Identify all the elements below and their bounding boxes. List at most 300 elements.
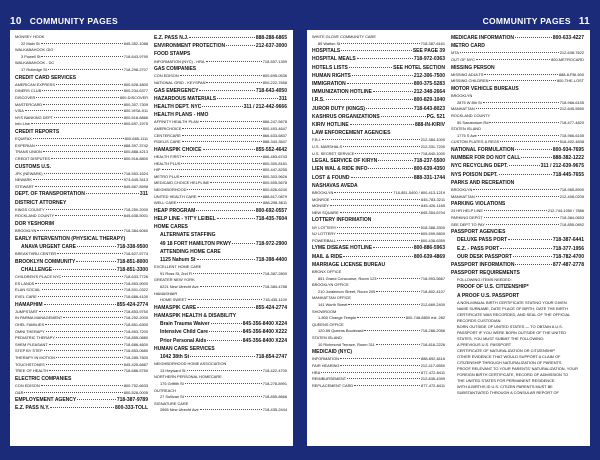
entry-label: HOME CARES <box>154 224 188 231</box>
directory-entry <box>154 161 287 168</box>
dot-leader <box>509 165 540 166</box>
entry-label: 3 Powell St <box>21 53 41 59</box>
dot-leader <box>56 357 123 358</box>
entry-phone: 718-477-4820 <box>559 119 584 125</box>
entry-label: WITH A BIRTHS ID U.S. CITIZEN PARENTS MUST BE <box>457 383 553 389</box>
entry-label: MISSING ADULTS <box>451 71 484 77</box>
entry-label: JFK (NEWARK) <box>15 170 43 176</box>
dot-leader <box>460 52 559 53</box>
entry-phone: 973-645-3413 <box>123 177 148 183</box>
entry-label: BROOKLYN OFFICE <box>312 282 349 288</box>
entry-label: 120-55 Queens Boulevard <box>318 328 364 334</box>
entry-label: 175 Griffith St <box>160 380 184 386</box>
directory-entry <box>15 82 148 89</box>
entry-phone: 212-348-2664 <box>413 89 445 96</box>
directory-text <box>451 390 584 396</box>
directory-entry <box>312 225 445 232</box>
entry-label: CREDIT REPORTS <box>15 128 60 135</box>
directory-heading <box>154 320 287 328</box>
directory-heading <box>15 266 148 274</box>
directory-entry <box>154 264 287 271</box>
directory-entry <box>154 80 287 87</box>
directory-entry <box>154 271 287 278</box>
dot-leader <box>185 396 262 397</box>
entry-label: 1125 Nahum St <box>160 256 196 263</box>
directory-entry <box>154 297 287 304</box>
entry-phone: 800-307-7309 <box>123 101 148 107</box>
entry-label: SUBSTANTIATED THROUGH A CONSULAR REPORT OF <box>457 389 559 395</box>
entry-label: WALKABAHOOK - DC <box>15 60 55 66</box>
directory-entry <box>451 72 584 79</box>
directory-heading <box>451 269 584 277</box>
dot-leader <box>77 246 116 247</box>
entry-phone: 718-384-4788 <box>262 283 287 289</box>
directory-entry <box>15 362 148 369</box>
dot-leader <box>377 278 419 279</box>
dot-leader <box>43 104 123 105</box>
entry-phone: 518-388-3300 <box>420 224 445 230</box>
directory-heading <box>154 240 287 248</box>
directory-entry <box>154 119 287 126</box>
dot-leader <box>193 273 262 274</box>
entry-phone: 718-853-9750 <box>123 308 148 314</box>
entry-label: PASSPORT INFORMATION <box>451 261 515 268</box>
entry-phone: 845-425-6887 <box>123 361 148 367</box>
entry-label: MANHATTAN OFFICE <box>312 295 351 301</box>
entry-label: OUTREACH <box>154 387 176 393</box>
entry-phone: 718-387-6161 <box>420 40 445 46</box>
dot-leader <box>57 253 123 254</box>
directory-entry <box>451 78 584 85</box>
dot-leader <box>43 151 123 152</box>
directory-heading <box>15 235 148 243</box>
left-page-number: 10 <box>10 16 22 27</box>
dot-leader <box>162 169 262 170</box>
dot-leader <box>476 59 550 60</box>
entry-label: HIP <box>154 167 161 173</box>
entry-phone: 718-643-8023 <box>413 105 445 112</box>
directory-heading <box>15 375 148 383</box>
entry-label: WALKABAHOOK GIO <box>15 47 54 53</box>
directory-heading <box>451 253 584 261</box>
entry-label: OHEL FAMILIES <box>15 322 45 328</box>
entry-phone: 800-639-4869 <box>413 253 445 260</box>
directory-entry <box>154 388 287 395</box>
left-page-title: COMMUNITY PAGES <box>29 16 118 26</box>
dot-leader <box>341 50 412 51</box>
directory-entry <box>15 342 148 349</box>
dot-leader <box>521 157 551 158</box>
directory-entry <box>154 154 287 161</box>
entry-phone: 888-692-6116 <box>421 356 445 362</box>
entry-phone: PG. 521 <box>426 113 445 120</box>
dot-leader <box>376 291 419 292</box>
directory-entry <box>154 394 287 401</box>
entry-label: OTHER EVIDENCE THAT WOULD SUPPORT A CLAIM OF <box>457 353 561 359</box>
entry-phone: 718-237-5500 <box>413 158 445 165</box>
entry-phone: 212-637-3000 <box>255 43 287 50</box>
entry-label: DISCOVER <box>15 94 36 100</box>
directory-entry <box>15 60 148 67</box>
entry-label: THE UNITED STATES FOR PERMANENT RESIDENCE. <box>457 377 556 383</box>
entry-phone: 800-639-4350 <box>413 166 445 173</box>
entry-label: LOTTERY INFORMATION <box>312 217 372 224</box>
dot-leader <box>476 196 559 197</box>
entry-phone: 845-426-1165 <box>421 203 445 209</box>
entry-phone: 311 <box>139 191 148 198</box>
entry-label: DOR YESHORIM <box>15 221 55 228</box>
entry-phone: 800-685-1111 <box>124 136 148 142</box>
directory-heading <box>15 190 148 198</box>
entry-label: PASSPORT REQUIREMENTS <box>451 270 520 277</box>
dot-leader <box>203 149 255 150</box>
entry-label: EMPLOYEMENT AGENCY <box>15 397 77 404</box>
entry-label: CHILDREN'S PLACE NYC <box>15 274 62 280</box>
entry-label: THERAPY IN MOTION <box>15 355 55 361</box>
directory-entry <box>15 67 148 74</box>
directory-entry <box>312 363 445 370</box>
entry-phone: 718-435-1100 <box>263 297 287 303</box>
entry-label: 17 Rutledge St <box>21 66 47 72</box>
entry-label: NATIONAL GRID - KEYSPAN <box>154 80 206 85</box>
dot-leader <box>42 90 123 91</box>
entry-phone: 845-783-3211 <box>421 196 445 202</box>
entry-phone: 718-686-4100 <box>123 294 148 300</box>
dot-leader <box>330 205 420 206</box>
directory-heading <box>15 243 148 251</box>
entry-label: INFORMATION <box>312 356 339 362</box>
dot-leader <box>35 283 123 284</box>
dot-leader <box>499 174 552 175</box>
entry-phone: 718-377-1956 <box>552 245 584 252</box>
dot-leader <box>354 385 420 386</box>
entry-label: GREATER NEW YORK <box>154 277 195 283</box>
entry-label: ALTERNATE STAFFING <box>160 232 216 239</box>
dot-leader <box>38 296 123 297</box>
entry-label: LOST & FOUND <box>312 174 350 181</box>
directory-entry <box>154 194 287 201</box>
entry-label: BRONX OFFICE <box>312 268 342 274</box>
directory-entry <box>451 208 584 215</box>
entry-label: RECORDS CUSTODIAN. <box>457 317 502 323</box>
directory-heading <box>312 216 445 224</box>
entry-label: NJ LOTTERY <box>312 231 336 237</box>
entry-phone: 800-505-5678 <box>262 180 287 186</box>
entry-phone: 212-835-4399 <box>420 376 445 382</box>
directory-heading <box>154 34 287 42</box>
dot-leader <box>343 256 412 257</box>
entry-label: O&R <box>15 389 24 395</box>
entry-phone: 212-331-7200 <box>420 144 445 150</box>
directory-column-3 <box>312 34 445 442</box>
entry-label: STATEN ISLAND <box>312 334 342 340</box>
entry-phone: 718-853-7200 <box>123 328 148 334</box>
entry-label: DELUXE PASS PORT <box>457 237 508 244</box>
entry-phone: 888-397-3742 <box>123 142 148 148</box>
entry-label: 49 18 FORT HAMILTON PKWY <box>160 240 232 247</box>
entry-label: U.S. SECRET SERVICE <box>312 150 355 156</box>
directory-entry <box>154 133 287 140</box>
directory-heading <box>154 328 287 336</box>
entry-label: OMNI THERAPY <box>15 328 45 334</box>
entry-phone: 718-686-5750 <box>123 368 148 374</box>
directory-heading <box>154 42 287 50</box>
directory-heading <box>451 162 584 170</box>
directory-entry <box>451 215 584 222</box>
entry-phone: 718-853-0680 <box>123 348 148 354</box>
entry-label: HEALTH PLANS - HMO <box>154 112 209 119</box>
directory-entry <box>15 322 148 329</box>
directory-heading <box>312 113 445 121</box>
dot-leader <box>200 121 262 122</box>
dot-leader <box>177 202 262 203</box>
entry-label: BREAKTHRU CENTER <box>15 251 57 257</box>
directory-entry <box>15 355 148 362</box>
directory-entry <box>15 335 148 342</box>
directory-entry <box>451 100 584 107</box>
entry-phone: 718-398-4400 <box>255 256 287 263</box>
dot-leader <box>49 344 123 345</box>
entry-phone: 800-METROCARD <box>551 57 584 62</box>
entry-label: U.S. MARSHALS <box>312 144 343 150</box>
entry-label: HAMASPIK CHOICE <box>154 146 202 153</box>
dot-leader <box>25 110 123 111</box>
entry-label: REIMBURSEMENT <box>312 376 347 382</box>
dot-leader <box>76 261 115 262</box>
entry-label: 1775 S Ave <box>457 132 477 138</box>
directory-heading <box>451 236 584 244</box>
dot-leader <box>331 199 421 200</box>
dot-leader <box>44 173 123 174</box>
entry-label: HOME SWEET <box>160 297 187 303</box>
entry-label: JUMPSTART <box>15 308 38 314</box>
entry-label: LAW ENFORCEMENT AGENCIES <box>312 130 391 137</box>
directory-heading <box>312 47 445 55</box>
directory-text <box>451 283 584 291</box>
directory-column-2 <box>154 34 287 442</box>
directory-text <box>154 248 287 256</box>
directory-entry <box>15 184 148 191</box>
directory-heading <box>312 182 445 190</box>
dot-leader <box>197 259 255 260</box>
directory-entry <box>15 251 148 258</box>
entry-phone: 718-851-8000 <box>116 258 148 265</box>
entry-phone: 718-972-2900 <box>255 240 287 247</box>
entry-phone: 718-972-0363 <box>413 56 445 63</box>
dot-leader <box>347 378 420 379</box>
dot-leader <box>364 330 419 331</box>
directory-entry <box>154 381 287 388</box>
entry-phone: 866-633-6837 <box>262 132 287 138</box>
entry-label: NEWARK <box>15 177 32 183</box>
entry-phone: 800-THE-LOST <box>556 78 584 84</box>
directory-entry <box>15 213 148 220</box>
entry-phone: 718-782-4700 <box>552 253 584 260</box>
entry-label: SEE DEPT TO PAY <box>451 221 485 227</box>
directory-entry <box>15 368 148 375</box>
entry-label: 1042 38th St <box>160 353 190 360</box>
entry-label: CENTERCARE <box>154 132 181 138</box>
entry-phone: 800-886-5963 <box>413 245 445 252</box>
directory-entry <box>312 302 445 309</box>
entry-label: BROOKLYN <box>451 186 473 192</box>
entry-phone: 800-695-0536 <box>262 73 287 79</box>
dot-leader <box>376 344 420 345</box>
entry-phone: 845-352-1088 <box>123 40 148 46</box>
entry-phone: 800-222-7658 <box>262 80 287 85</box>
directory-entry <box>15 47 148 54</box>
entry-label: MEDICAID CHOICE HELPLINE <box>154 180 210 186</box>
entry-label: ATTENDING HOME CARE <box>160 248 221 255</box>
dot-leader <box>182 141 262 142</box>
entry-phone: 609-599-5800 <box>420 231 445 237</box>
entry-label: LEGAL SERVICE OF KIRYN <box>312 158 378 165</box>
left-page-header <box>10 14 293 29</box>
dot-leader <box>185 383 262 384</box>
entry-label: I.R.S. <box>312 97 325 104</box>
directory-heading <box>154 312 287 320</box>
directory-entry <box>312 315 445 322</box>
directory-heading <box>312 96 445 104</box>
dot-leader <box>180 176 261 177</box>
entry-label: TREE OF HEALTH <box>15 368 49 374</box>
directory-entry <box>312 376 445 383</box>
dot-leader <box>350 124 414 125</box>
directory-text <box>451 292 584 300</box>
entry-label: NYC RECYCLING DEPT. <box>451 163 508 170</box>
entry-label: KINGS COUNTY <box>15 206 45 212</box>
dot-leader <box>351 177 413 178</box>
dot-leader <box>36 97 119 98</box>
entry-phone: 311 <box>278 95 287 102</box>
entry-label: MEDICAID (NYC) <box>312 349 352 356</box>
entry-label: MAIL & RIDE <box>312 253 343 260</box>
entry-label: MARRIAGE LICENSE BUREAU <box>312 261 386 268</box>
right-page-title: COMMUNITY PAGES <box>482 16 571 26</box>
entry-label: WELL CARE <box>154 200 177 206</box>
directory-entry <box>154 291 287 298</box>
dot-leader <box>200 286 262 287</box>
entry-label: 141 Worth Street <box>318 301 348 307</box>
directory-text <box>154 231 287 239</box>
dot-leader <box>54 117 123 118</box>
entry-phone: 718-285-7800 <box>123 355 148 361</box>
entry-label: IN PARMA MANAGEMENT <box>15 315 63 321</box>
dot-leader <box>35 186 123 187</box>
entry-label: DEPT. OF TRANSPORTATION <box>15 191 85 198</box>
directory-heading <box>312 244 445 252</box>
entry-phone: 718-840-1000 <box>420 150 445 156</box>
entry-phone: 718-633-7726 <box>123 274 148 280</box>
entry-phone: 800-447-8255 <box>262 167 287 173</box>
entry-label: A NON-MINUAL BIRTH CERTIFICATE STATING YOUR GIVEN <box>457 299 567 305</box>
dot-leader <box>86 193 139 194</box>
directory-entry <box>451 106 584 113</box>
entry-phone: 845-356-8400 X224 <box>242 321 287 328</box>
entry-label: MISSING CHILDREN <box>451 78 489 84</box>
entry-label: NORTHERN PERSONAL HOMECARE <box>154 374 222 380</box>
directory-entry <box>15 95 148 102</box>
entry-label: PROOF OF U.S. CITIZENSHIP* <box>457 284 529 291</box>
entry-phone: 718-851-3300 <box>116 267 148 274</box>
dot-leader <box>340 212 420 213</box>
directory-entry <box>154 401 287 408</box>
directory-heading <box>312 157 445 165</box>
directory-heading <box>154 256 287 264</box>
dot-leader <box>500 141 558 142</box>
entry-label: AFFINITY HEALTH PLAN <box>154 119 199 125</box>
directory-entry <box>312 383 445 390</box>
entry-label: EVEL CARE <box>15 294 37 300</box>
entry-phone: 855-424-2774 <box>116 301 148 308</box>
entry-phone: 718-627-5774 <box>123 251 148 257</box>
directory-entry <box>15 294 148 301</box>
entry-label: QUEENS OFFICE <box>312 321 344 327</box>
entry-phone: 718-853-9000 <box>123 280 148 286</box>
entry-phone: 718-966-6155 <box>559 132 584 138</box>
entry-phone: 800-888-4213 <box>123 149 148 155</box>
entry-phone: 212-384-1000 <box>420 137 445 143</box>
directory-entry <box>15 115 148 122</box>
directory-heading <box>154 337 287 345</box>
entry-phone: 718-855-0892 <box>559 221 584 227</box>
entry-phone: 800-826-6240 <box>262 186 287 192</box>
entry-label: F.B.I. <box>312 137 321 143</box>
dot-leader <box>49 370 123 371</box>
directory-heading <box>312 64 445 72</box>
directory-entry <box>15 315 148 322</box>
entry-label: AMERICAN EXPRESS <box>15 81 55 87</box>
directory-entry <box>15 136 148 143</box>
entry-label: ES LANDS <box>15 280 35 286</box>
dot-leader <box>181 163 261 164</box>
entry-phone: 718-802-4107 <box>420 288 445 294</box>
entry-label: FOOD STAMPS <box>154 51 191 58</box>
dot-leader <box>478 135 559 136</box>
entry-phone: 518-402-4838 <box>559 139 584 145</box>
entry-label: EQUIFAX <box>15 136 32 142</box>
entry-label: POWERBALL <box>312 237 337 243</box>
directory-heading <box>312 121 445 129</box>
dot-leader <box>24 392 122 393</box>
entry-phone: 718-387-9789 <box>116 397 148 404</box>
entry-label: VISA <box>15 108 24 114</box>
dot-leader <box>337 240 420 241</box>
directory-heading <box>451 146 584 154</box>
directory-heading <box>451 64 584 72</box>
entry-phone: 718-387-6441 <box>552 237 584 244</box>
dot-leader <box>53 269 116 270</box>
entry-phone: 800-528-4800 <box>123 81 148 87</box>
dot-leader <box>473 189 558 190</box>
entry-phone: 800-438-6359 <box>420 237 445 243</box>
dot-leader <box>63 317 122 318</box>
directory-entry <box>15 121 148 128</box>
left-page <box>10 30 293 446</box>
dot-leader <box>37 230 122 231</box>
dot-leader <box>334 192 392 193</box>
directory-heading <box>154 87 287 95</box>
entry-label: ROCKLAND COUNTY <box>15 213 55 219</box>
directory-entry <box>15 228 148 235</box>
entry-phone: 718-384-0653 <box>559 214 584 220</box>
entry-label: 22 Main St <box>21 40 40 46</box>
dot-leader <box>340 365 419 366</box>
entry-label: LIEN WAL & RIDE INFO <box>312 166 368 173</box>
directory-heading <box>154 95 287 103</box>
dot-leader <box>210 182 262 183</box>
entry-label: FOREIGN BIRTH CERTIFICATE, RECORD OF ADMISSION TO <box>457 371 569 377</box>
